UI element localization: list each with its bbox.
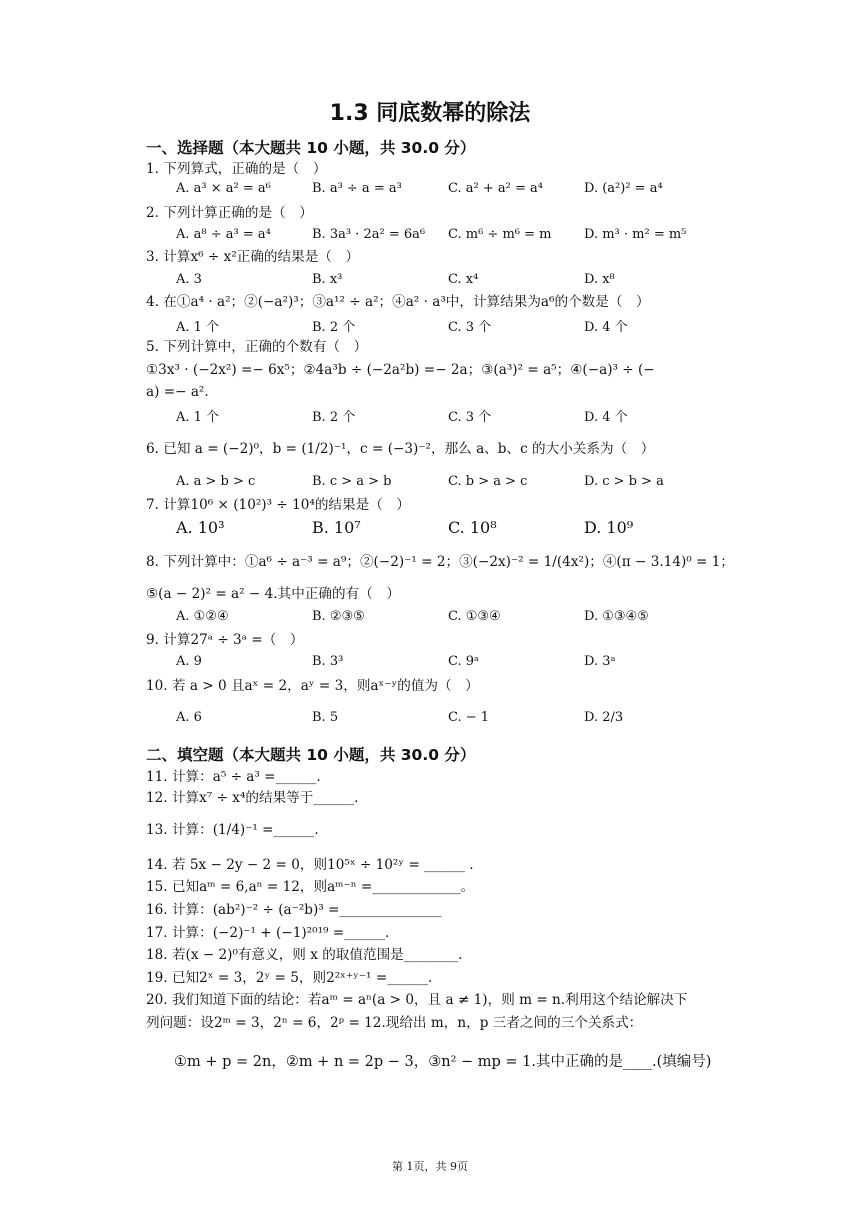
question-5-options	[176, 406, 736, 426]
option-b: B. x³	[312, 272, 343, 287]
option-b: B. 3a³ · 2a² = 6a⁶	[312, 227, 426, 242]
option-c: C. x⁴	[448, 272, 479, 287]
option-a: A. ①②④	[176, 609, 229, 624]
question-2-options	[176, 227, 736, 247]
section-heading-fill: 二、填空题（本大题共 10 小题，共 30.0 分）	[146, 746, 476, 764]
question-10-options	[176, 710, 736, 730]
option-a: A. 6	[176, 710, 202, 725]
option-b: B. 5	[312, 710, 339, 725]
question-9: 9. 计算27ᵃ ÷ 3ᵃ =（ ）	[146, 632, 304, 648]
option-c: C. m⁶ ÷ m⁶ = m	[448, 227, 552, 242]
option-c: C. − 1	[448, 710, 490, 725]
option-d: D. 4 个	[584, 320, 628, 335]
question-10: 10. 若 a > 0 且aˣ = 2，aʸ = 3，则aˣ⁻ʸ的值为（ ）	[146, 678, 479, 694]
question-3: 3. 计算x⁶ ÷ x²正确的结果是（ ）	[146, 249, 360, 265]
question-6: 6. 已知 a = (−2)⁰，b = (1/2)⁻¹，c = (−3)⁻²，那么 a、b、c 的大小关系为（ ）	[146, 441, 655, 457]
option-d: D. 2/3	[584, 710, 624, 725]
question-8-line-2: ⑤(a − 2)² = a² − 4.其中正确的有（ ）	[146, 586, 400, 602]
option-c: C. 9ᵃ	[448, 654, 480, 669]
option-b: B. 2 个	[312, 320, 356, 335]
option-d: D. (a²)² = a⁴	[584, 181, 663, 196]
question-6-options	[176, 474, 736, 494]
option-a: A. 9	[176, 654, 202, 669]
question-13: 13. 计算：(1/4)⁻¹ =______.	[146, 822, 319, 838]
option-d: D. c > b > a	[584, 474, 664, 489]
option-c: C. 3 个	[448, 410, 492, 425]
option-a: A. a > b > c	[176, 474, 256, 489]
question-9-options	[176, 654, 736, 674]
option-d: D. x⁸	[584, 272, 615, 287]
option-b: B. 3³	[312, 654, 344, 669]
question-12: 12. 计算x⁷ ÷ x⁴的结果等于______.	[146, 790, 359, 806]
option-b: B. 2 个	[312, 410, 356, 425]
option-a: A. 10³	[176, 518, 225, 537]
section-heading-choice: 一、选择题（本大题共 10 小题，共 30.0 分）	[146, 139, 476, 157]
question-17: 17. 计算：(−2)⁻¹ + (−1)²⁰¹⁹ =______.	[146, 925, 390, 941]
option-c: C. ①③④	[448, 609, 501, 624]
question-4: 4. 在①a⁴ · a²；②(−a²)³；③a¹² ÷ a²；④a² · a³中，计算结果为a⁶的个数是（ ）	[146, 294, 650, 310]
option-b: B. 10⁷	[312, 518, 361, 537]
question-3-options	[176, 272, 736, 292]
option-b: B. a³ ÷ a = a³	[312, 181, 402, 196]
question-2: 2. 下列计算正确的是（ ）	[146, 205, 313, 221]
question-20-line-2: 列问题：设2ᵐ = 3，2ⁿ = 6，2ᵖ = 12.现给出 m，n，p 三者之间的三个关系式：	[146, 1015, 643, 1031]
option-d: D. 3ᵃ	[584, 654, 616, 669]
option-a: A. a⁸ ÷ a³ = a⁴	[176, 227, 271, 242]
question-1: 1. 下列算式，正确的是（ ）	[146, 161, 327, 177]
option-d: D. 4 个	[584, 410, 628, 425]
question-20: 20. 我们知道下面的结论：若aᵐ = aⁿ(a > 0，且 a ≠ 1)，则 m = n.利用这个结论解决下	[146, 992, 688, 1008]
option-d: D. 10⁹	[584, 518, 634, 537]
question-5-line-3: a) =− a².	[146, 384, 209, 400]
option-a: A. 1 个	[176, 410, 220, 425]
question-14: 14. 若 5x − 2y − 2 = 0，则10⁵ˣ ÷ 10²ʸ = ______ .	[146, 857, 474, 873]
option-a: A. 3	[176, 272, 202, 287]
question-11: 11. 计算：a⁵ ÷ a³ =______.	[146, 769, 321, 785]
option-b: B. ②③⑤	[312, 609, 365, 624]
option-d: D. m³ · m² = m⁵	[584, 227, 687, 242]
option-b: B. c > a > b	[312, 474, 392, 489]
option-a: A. a³ × a² = a⁶	[176, 181, 271, 196]
option-d: D. ①③④⑤	[584, 609, 649, 624]
question-15: 15. 已知aᵐ = 6,aⁿ = 12，则aᵐ⁻ⁿ =_____________。	[146, 879, 475, 895]
question-8-options	[176, 609, 736, 629]
option-a: A. 1 个	[176, 320, 220, 335]
option-c: C. 10⁸	[448, 518, 497, 537]
question-18: 18. 若(x − 2)⁰有意义，则 x 的取值范围是________.	[146, 947, 463, 963]
option-c: C. b > a > c	[448, 474, 528, 489]
option-c: C. 3 个	[448, 320, 492, 335]
question-1-options	[176, 181, 736, 201]
question-19: 19. 已知2ˣ = 3，2ʸ = 5，则2²ˣ⁺ʸ⁻¹ =______.	[146, 970, 433, 986]
question-4-options	[176, 316, 736, 336]
question-5-line-2: ①3x³ · (−2x²) =− 6x⁵；②4a³b ÷ (−2a²b) =− 2a；③(a³)² = a⁵；④(−a)³ ÷ (−	[146, 362, 655, 378]
page-footer: 第 1页，共 9页	[392, 1160, 468, 1173]
question-8: 8. 下列计算中：①a⁶ ÷ a⁻³ = a⁹；②(−2)⁻¹ = 2；③(−2x)⁻² = 1/(4x²)；④(π − 3.14)⁰ = 1；	[146, 554, 734, 570]
page-title: 1.3 同底数幂的除法	[329, 101, 531, 126]
question-5: 5. 下列计算中，正确的个数有（ ）	[146, 339, 368, 355]
option-c: C. a² + a² = a⁴	[448, 181, 543, 196]
question-7-options	[176, 518, 736, 538]
question-7: 7. 计算10⁶ × (10²)³ ÷ 10⁴的结果是（ ）	[146, 497, 410, 513]
question-20-line-3: ①m + p = 2n，②m + n = 2p − 3，③n² − mp = 1.其中正确的是____.(填编号)	[174, 1054, 712, 1070]
question-16: 16. 计算：(ab²)⁻² ÷ (a⁻²b)³ =_______________	[146, 902, 442, 918]
